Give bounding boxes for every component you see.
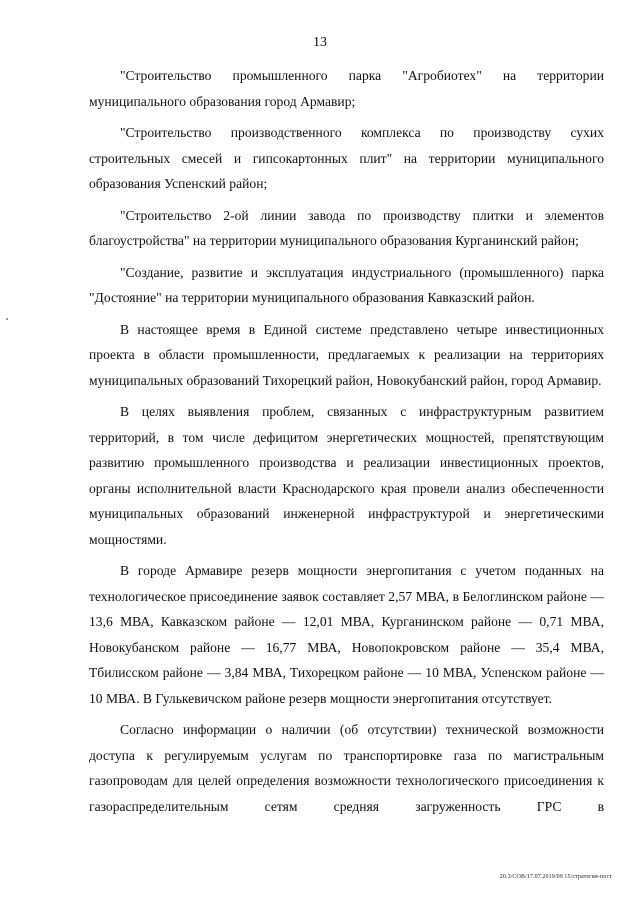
paragraph-infrastructure-analysis: В целях выявления проблем, связанных с инфраструктурным развитием территорий, в том числе дефицитом энергетических мощностей, препятствующим развитию промышленного производства и реализации инвестиционных проектов, органы исполнительной власти Краснодарского края провели анализ обеспеченности муниципальных образований инженерной инфраструктурой и энергетическими мощностями. bbox=[89, 404, 604, 547]
paragraph-agrobiotech-park: "Строительство промышленного парка "Агробиотех" на территории муниципального образования город Армавир; bbox=[89, 68, 604, 109]
paragraph-power-reserve: В городе Армавире резерв мощности энергопитания с учетом поданных на технологическое присоединение заявок составляет 2,57 МВА, в Белоглинском районе — 13,6 МВА, Кавказском районе — 12,01 МВА, Курганинском районе — 0,71 МВА, Новокубанском районе — 16,77 МВА, Новопокровском районе — 35,4 МВА, Тбилисском районе — 3,84 МВА, Тихорецком районе — 10 МВА, Успенском районе — 10 МВА. В Гулькевичском районе резерв мощности энергопитания отсутствует. bbox=[89, 563, 604, 706]
margin-mark bbox=[6, 318, 8, 320]
page-number: 13 bbox=[313, 35, 327, 50]
paragraph-investment-projects: В настоящее время в Единой системе представлено четыре инвестиционных проекта в области промышленности, предлагаемых к реализации на территориях муниципальных образований Тихорецкий район, Новокубанский район, город Армавир. bbox=[89, 321, 604, 388]
paragraph-dry-mix-complex: "Строительство производственного комплекса по производству сухих строительных смесей и гипсокартонных плит" на территории муниципального образования Успенский район; bbox=[89, 125, 604, 191]
document-body bbox=[89, 63, 604, 825]
paragraph-dostoyanie-park: "Создание, развитие и эксплуатация индустриального (промышленного) парка "Достояние" на территории муниципального образования Кавказский район. bbox=[89, 264, 604, 305]
paragraph-tile-plant-line: "Строительство 2-ой линии завода по производству плитки и элементов благоустройства" на территории муниципального образования Курганинский район; bbox=[89, 207, 604, 248]
paragraph-gas-access: Согласно информации о наличии (об отсутствии) технической возможности доступа к регулируемым услугам по транспортировке газа по магистральным газопроводам для целей определения возможности технологического присоединения к газораспределительным сетям средняя загруженность ГРС в bbox=[89, 722, 604, 814]
document-code: 20.3/СОВ/17.07.2019/09 15/стратегия-пост bbox=[499, 874, 612, 880]
